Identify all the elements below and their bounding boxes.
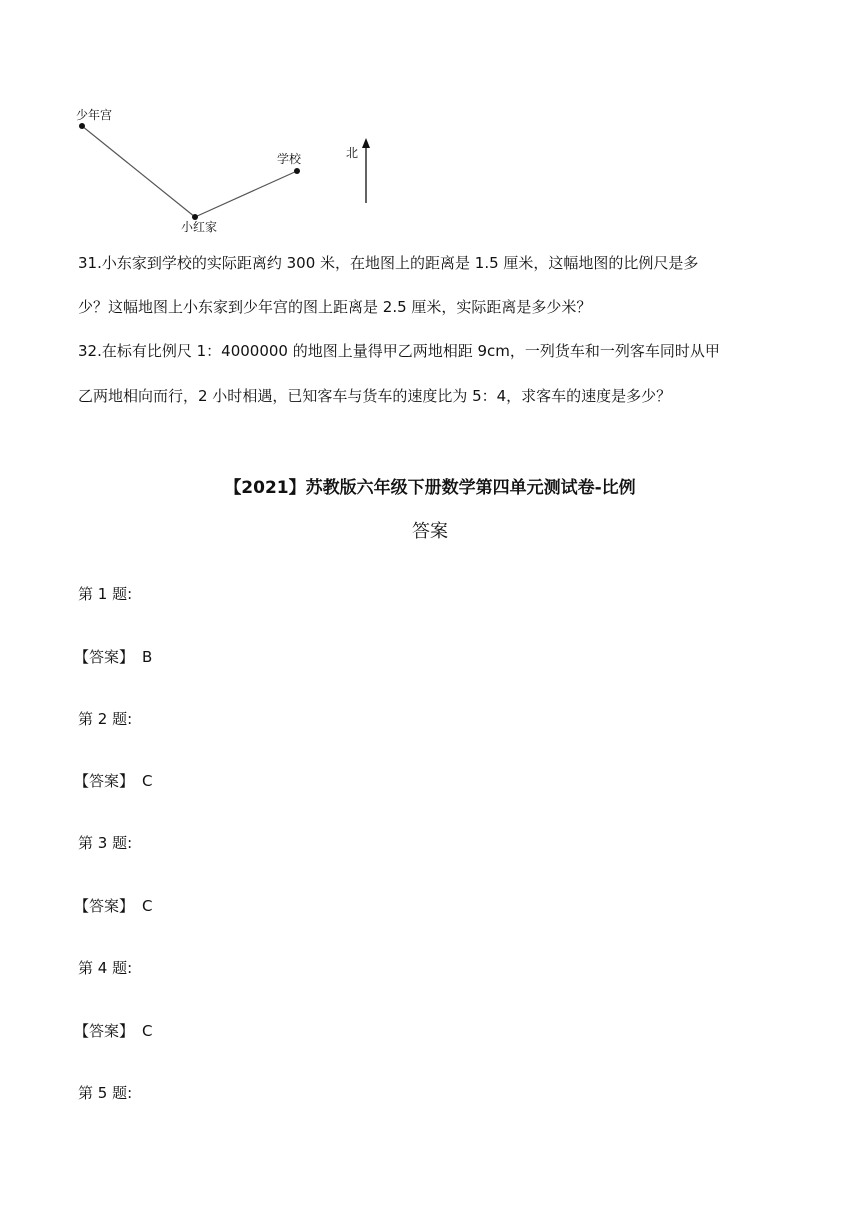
label-north: 北 [346, 146, 359, 160]
label-school: 学校 [277, 152, 302, 166]
map-lines [70, 100, 390, 240]
answer-row-4 [74, 1020, 153, 1042]
question-32-line1: 32.在标有比例尺 1：4000000 的地图上量得甲乙两地相距 9cm，一列货车和一列客车同时从甲 [78, 342, 720, 360]
question-heading-2: 第 2 题: [78, 710, 133, 728]
label-youth-palace: 少年宫 [76, 108, 113, 122]
route-palace-home [82, 126, 195, 217]
answer-label: 【答案】 [74, 1022, 135, 1040]
map-diagram [70, 100, 390, 240]
answer-value: B [142, 648, 153, 666]
question-31-line1: 31.小东家到学校的实际距离约 300 米，在地图上的距离是 1.5 厘米，这幅地图的比例尺是多 [78, 254, 699, 272]
answer-value: C [142, 1022, 153, 1040]
answer-value: C [142, 897, 153, 915]
youth-palace-point [79, 123, 85, 129]
question-heading-1: 第 1 题: [78, 585, 133, 603]
question-heading-5: 第 5 题: [78, 1084, 133, 1102]
route-home-school [195, 171, 297, 217]
answer-row-2 [74, 770, 153, 792]
answer-value: C [142, 772, 153, 790]
question-32-line2: 乙两地相向而行，2 小时相遇，已知客车与货车的速度比为 5：4，求客车的速度是多少？ [78, 387, 672, 405]
answer-section-title: 【2021】苏教版六年级下册数学第四单元测试卷-比例 [224, 478, 636, 498]
answer-label: 【答案】 [74, 772, 135, 790]
answer-label: 【答案】 [74, 897, 135, 915]
question-heading-4: 第 4 题: [78, 959, 133, 977]
answer-row-1 [74, 646, 152, 668]
question-31-line2: 少？这幅地图上小东家到少年宫的图上距离是 2.5 厘米，实际距离是多少米？ [78, 298, 592, 316]
answer-row-3 [74, 895, 153, 917]
question-heading-3: 第 3 题: [78, 834, 133, 852]
north-arrow-icon [362, 138, 370, 148]
label-home: 小红家 [181, 220, 218, 234]
school-point [294, 168, 300, 174]
answer-section-subtitle: 答案 [412, 521, 448, 542]
answer-label: 【答案】 [74, 648, 135, 666]
